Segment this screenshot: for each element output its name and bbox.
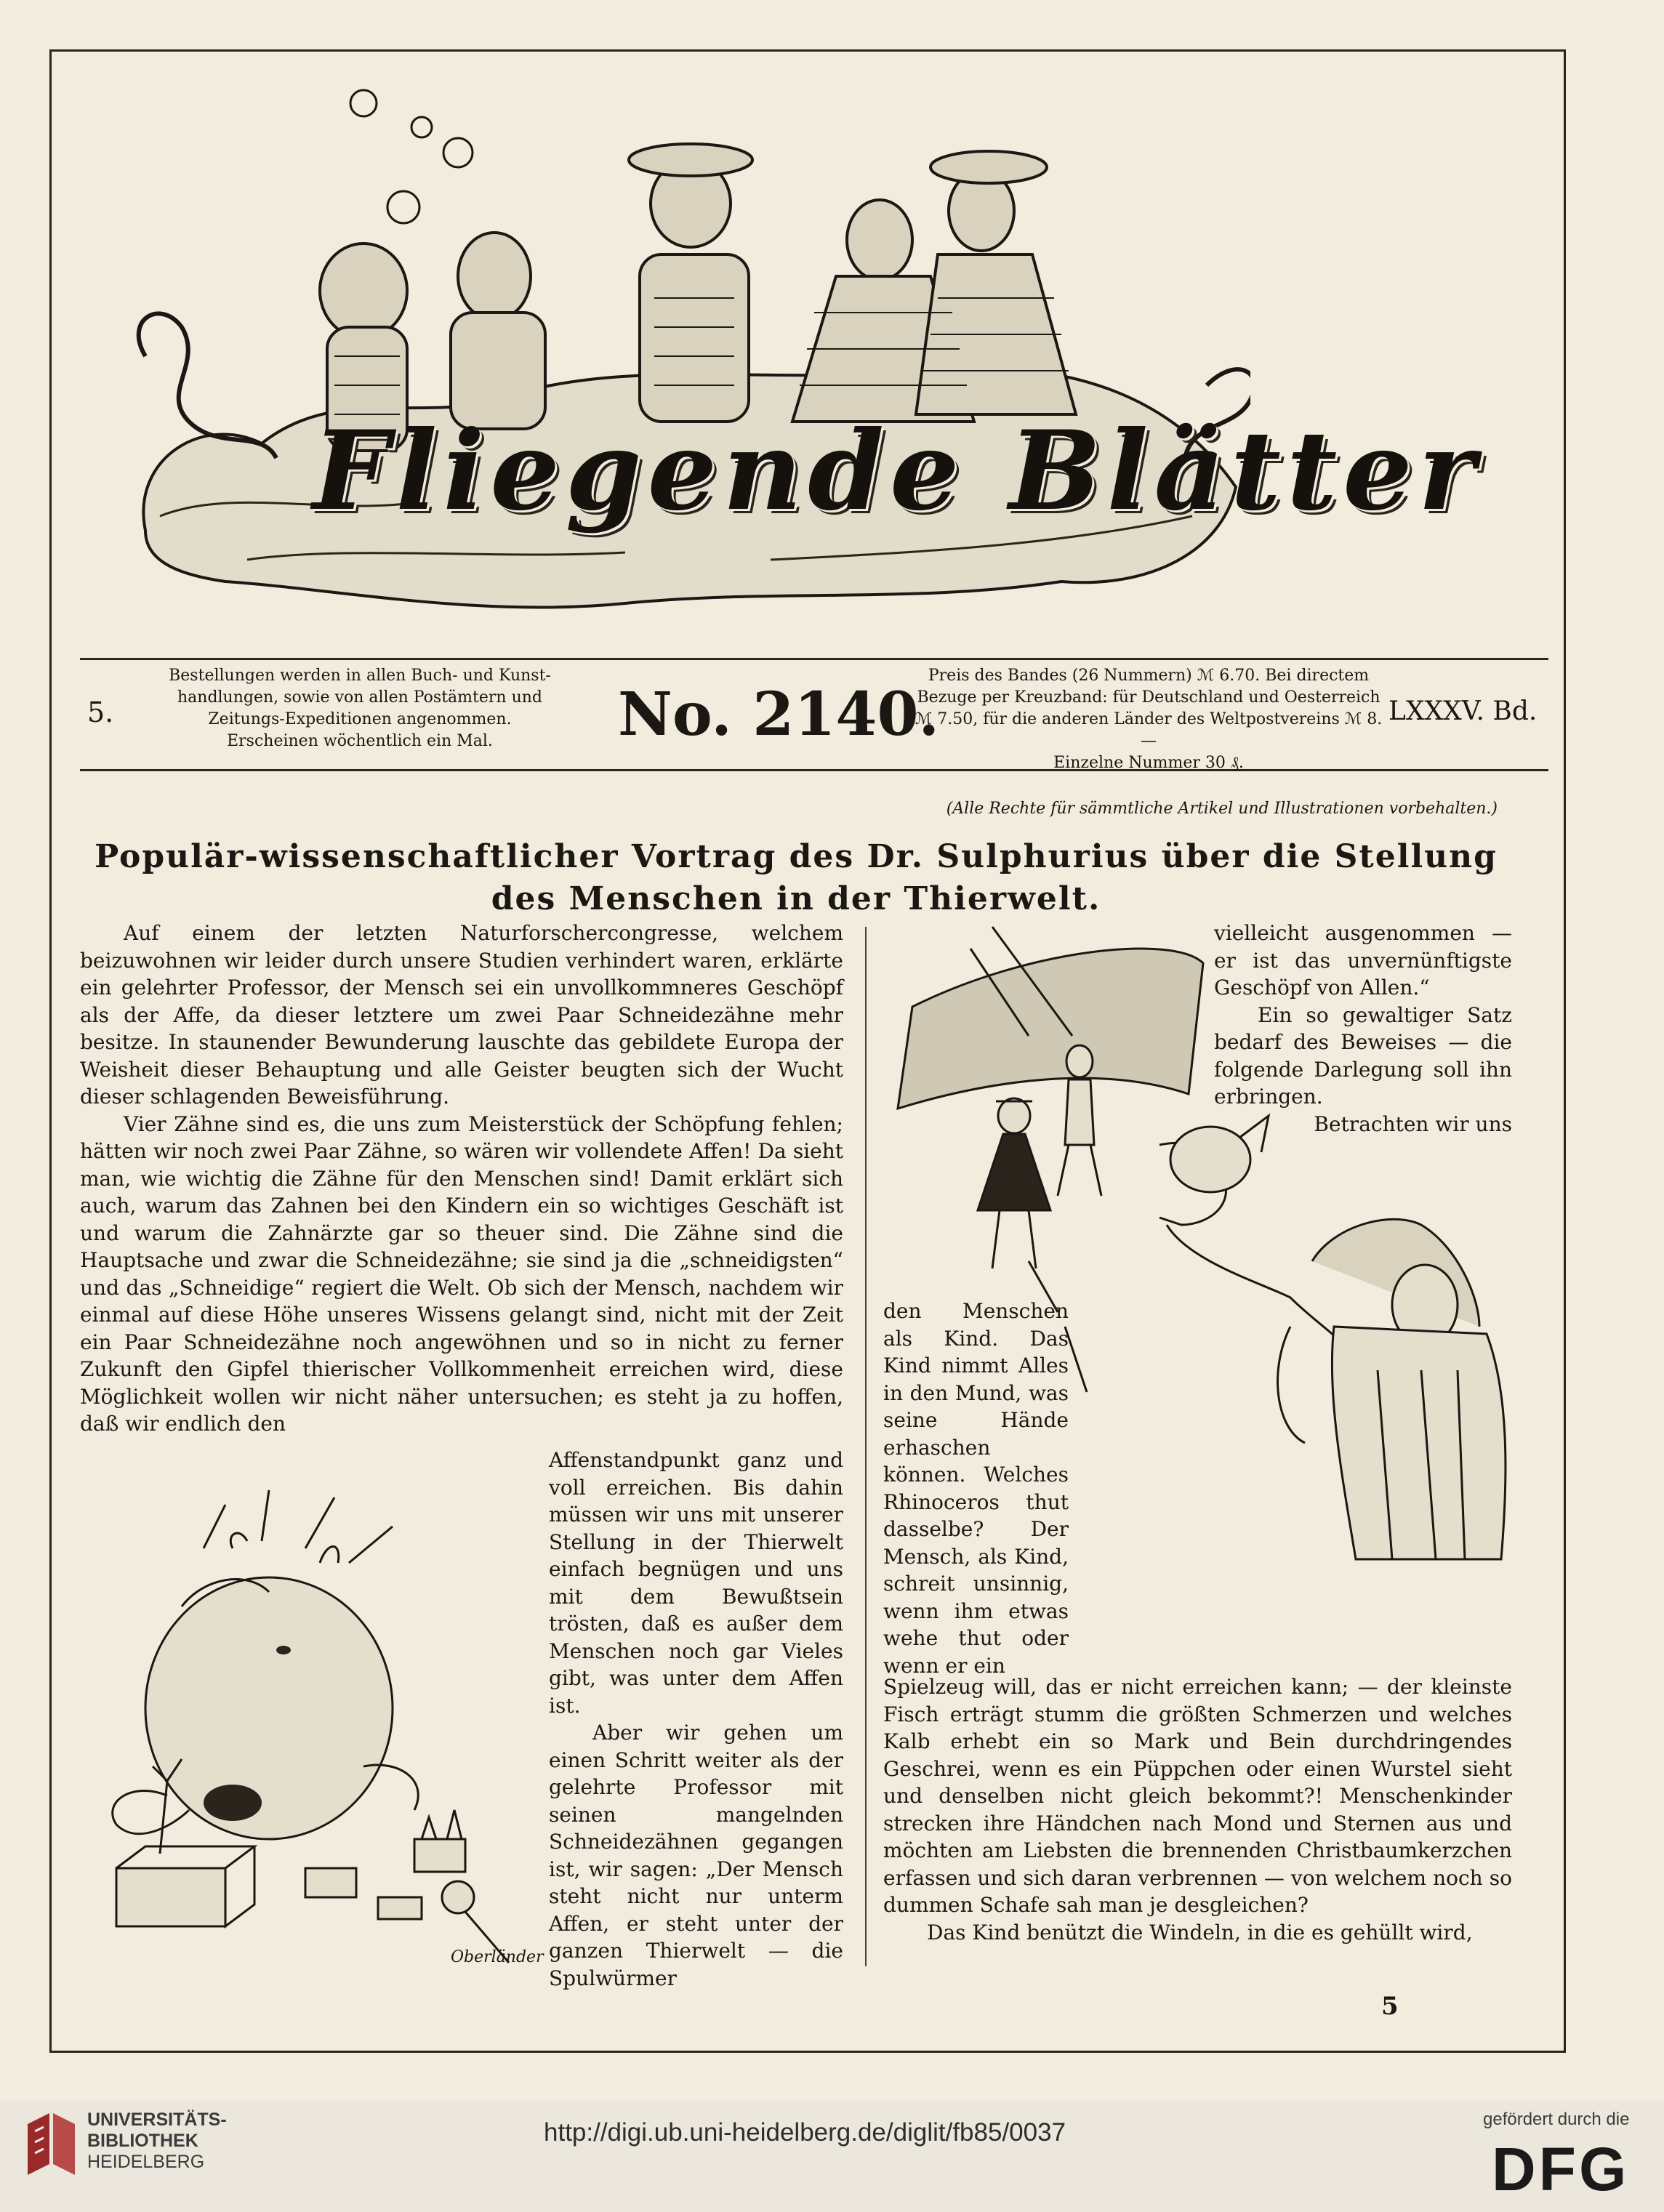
- ordering-line: Zeitungs-Expeditionen angenommen.: [208, 710, 512, 728]
- library-name-line: HEIDELBERG: [87, 2152, 205, 2172]
- dfg-logo: DFG: [1492, 2135, 1630, 2203]
- price-line: ℳ 7.50, für die anderen Länder des Weltpostvereins ℳ 8.—: [915, 710, 1383, 750]
- price-info: [909, 665, 1388, 774]
- paragraph: Vier Zähne sind es, die uns zum Meisterstück der Schöpfung fehlen; hätten wir noch zwei Paar Zähne, so wären wir vollendete Affen! Da sieht man, wie wichtig die Zähne für den Menschen sind! Damit erklärt sich auch, warum das Zahnen bei den Kindern ein so wichtiges Geschäft ist und warum die Zahnärzte gar so theuer sind. Die Zähne sind die Hauptsache und zwar die Schneidezähne; sie sind ja die „schneidigsten“ und das „Schneidige“ regiert die Welt. Ob sich der Mensch, nachdem wir einmal auf diese Höhe unseres Wissens gelangt sind, nicht mit der Zeit ein Paar Schneidezähne noch angewöhnen und so in nicht zu ferner Zukunft den Gipfel thierischer Vollkommenheit erreichen wird, diese Möglichkeit wollen wir nicht näher untersuchen; es steht ja zu hoffen, daß wir endlich den: [80, 1111, 843, 1436]
- paragraph: Aber wir gehen um einen Schritt weiter als der gelehrte Professor mit seinen mangelnden Schneidezähnen gegangen ist, wir sagen: „Der Mensch steht nicht nur unterm Affen, er steht unter der ganzen Thierwelt — die Spulwürmer: [549, 1721, 843, 1990]
- column-rule: [865, 927, 867, 1966]
- library-name: [87, 2110, 227, 2173]
- page-number: 5: [1381, 1992, 1399, 2021]
- ordering-info: [109, 665, 611, 752]
- paragraph: den Menschen als Kind. Das Kind nimmt Alles in den Mund, was seine Hände erhaschen können. Welches Rhinoceros thut dasselbe? Der Mensch, als Kind, schreit unsinnig, wenn ihm etwas wehe thut oder wenn er ein: [883, 1299, 1069, 1678]
- paragraph: Ein so gewaltiger Satz bedarf des Beweises — die folgende Darlegung soll ihn erbringen.: [1214, 1002, 1512, 1109]
- paragraph: Das Kind benützt die Windeln, in die es gehüllt wird,: [927, 1920, 1473, 1944]
- issue-volume-number: 5.: [87, 696, 114, 728]
- rights-note: (Alle Rechte für sämmtliche Artikel und Illustrationen vorbehalten.): [946, 800, 1498, 818]
- permalink-url[interactable]: http://digi.ub.uni-heidelberg.de/diglit/fb85/0037: [544, 2118, 1066, 2147]
- ordering-line: Bestellungen werden in allen Buch- und Kunst-: [169, 667, 551, 685]
- hippo-illustration: [87, 1461, 538, 1970]
- price-line: Preis des Bandes (26 Nummern) ℳ 6.70. Bei directem: [928, 667, 1370, 685]
- left-column-top: [80, 920, 843, 1438]
- paragraph: Auf einem der letzten Naturforschercongresse, welchem beizuwohnen wir leider durch unsere Studien verhindert waren, erklärte ein gelehrter Professor, der Mensch sei ein unvollkommneres Geschöpf als der Affe, da dieser letztere um zwei Paar Schneidezähne mehr besitze. In staunender Bewunderung lauschte das gebildete Europa der Weisheit dieser Behauptung und alle Geister beugten sich der Wucht dieser schlagenden Beweisführung.: [80, 921, 843, 1109]
- paragraph: Affenstandpunkt ganz und voll erreichen. Bis dahin müssen wir uns mit unserer Stellung in der Thierwelt einfach begnügen und uns mit dem Bewußtsein trösten, daß es außer dem Menschen noch gar Vieles gibt, was unter dem Affen ist.: [549, 1448, 843, 1718]
- library-name-line: BIBLIOTHEK: [87, 2131, 198, 2151]
- price-line: Einzelne Nummer 30 ₰.: [1053, 754, 1244, 772]
- footer-bar: [0, 2101, 1664, 2212]
- issue-number: No. 2140.: [618, 680, 940, 749]
- paragraph: Betrachten wir uns: [1314, 1111, 1512, 1136]
- article-title: Populär-wissenschaftlicher Vortrag des Dr. Sulphurius über die Stellung des Menschen in der Thierwelt.: [95, 838, 1498, 917]
- ordering-line: Erscheinen wöchentlich ein Mal.: [227, 732, 493, 750]
- funded-by-label: gefördert durch die: [1483, 2110, 1630, 2129]
- right-column-narrow: [883, 1298, 1069, 1679]
- paragraph: Spielzeug will, das er nicht erreichen kann; — der kleinste Fisch erträgt stumm die größten Schmerzen und welches Kalb erhebt ein so Mark und Bein durchdringendes Geschrei, wenn es ein Püppchen oder einen Wurstel sieht und denselben nicht gleich bekommt?! Menschenkinder strecken ihre Händchen nach Mond und Sternen aus und möchten am Liebsten die brennenden Christbaumkerzchen erfassen und sich daran verbrennen — von welchem noch so dummen Schafe sah man je desgleichen?: [883, 1675, 1512, 1917]
- university-library-logo-icon: [20, 2110, 80, 2182]
- price-line: Bezuge per Kreuzband: für Deutschland und Oesterreich: [917, 688, 1380, 707]
- ordering-line: handlungen, sowie von allen Postämtern und: [177, 688, 542, 707]
- masthead-title: Fliegende Blätter: [313, 407, 1482, 535]
- paragraph: vielleicht ausgenommen — er ist das unvernünftigste Geschöpf von Allen.“: [1214, 921, 1512, 1000]
- artist-signature: Oberländer: [451, 1948, 544, 1966]
- right-column-bottom: [883, 1673, 1512, 1946]
- volume-label: LXXXV. Bd.: [1388, 696, 1538, 726]
- left-column-narrow: [549, 1447, 843, 1992]
- library-name-line: UNIVERSITÄTS-: [87, 2110, 227, 2130]
